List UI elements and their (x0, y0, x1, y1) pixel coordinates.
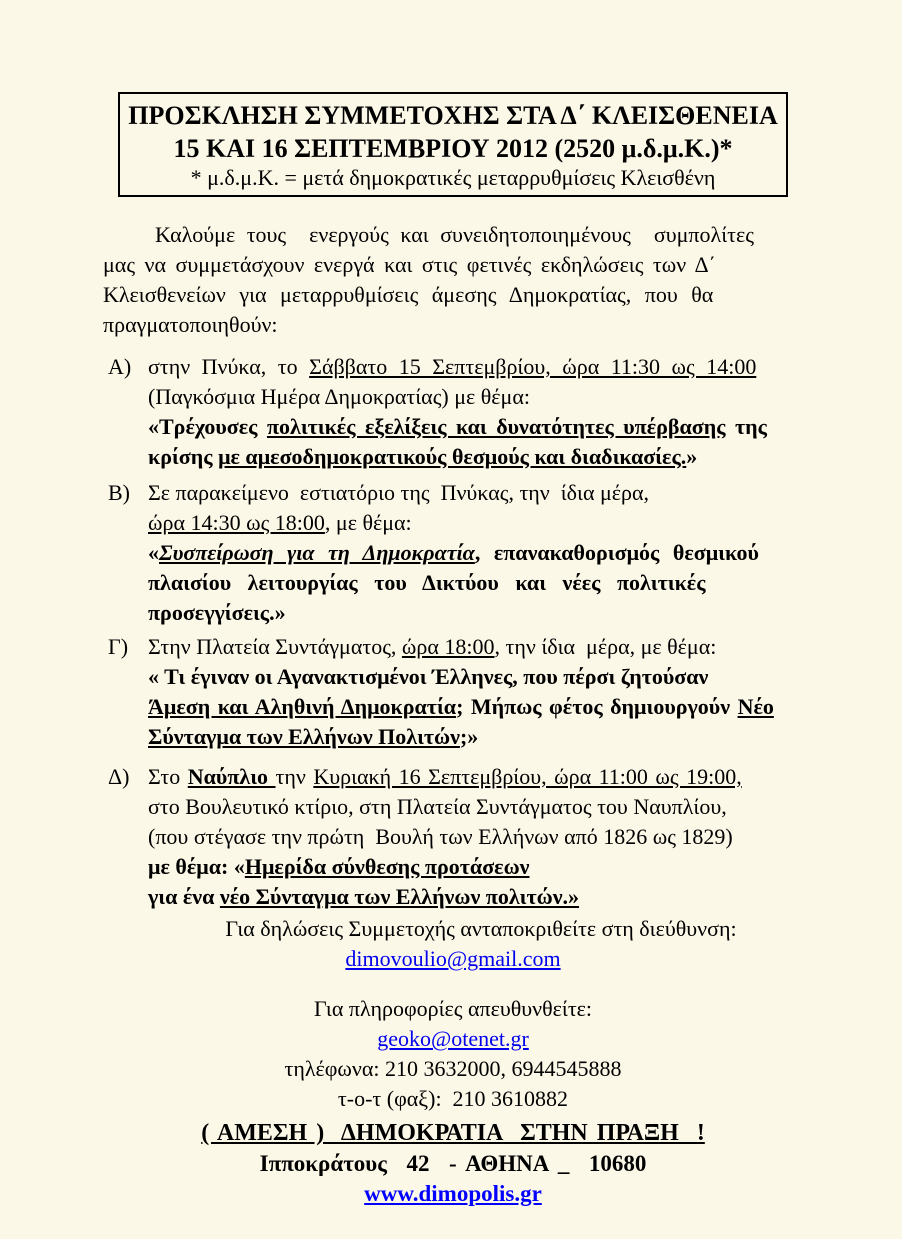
footer-slogan: ( ΑΜΕΣΗ ) ΔΗΜΟΚΡΑΤΙΑ ΣΤΗΝ ΠΡΑΞΗ ! (201, 1120, 705, 1146)
item-a-theme-line-2 (148, 442, 803, 472)
event-item-b (103, 478, 803, 628)
website-link[interactable]: www.dimopolis.gr (364, 1181, 542, 1206)
item-c-theme-line-1: « Τι έγιναν οι Αγανακτισμένοι Έλληνες, που πέρσι ζητούσαν (148, 664, 709, 689)
item-c-line-1 (148, 632, 803, 662)
item-c-label: Γ) (108, 634, 129, 659)
participation-email-line (103, 944, 803, 974)
item-c-theme-line-3 (148, 722, 803, 752)
text-segment: Στην Πλατεία Συντάγματος, (148, 634, 402, 659)
item-d-line-2: στο Βουλευτικό κτίριο, στη Πλατεία Συντάγματος του Ναυπλίου, (148, 794, 727, 819)
item-a-label: Α) (108, 354, 132, 379)
document-title-line-1: ΠΡΟΣΚΛΗΣΗ ΣΥΜΜΕΤΟΧΗΣ ΣΤΑ Δ΄ ΚΛΕΙΣΘΕΝΕΙΑ (128, 101, 778, 130)
participation-email-link[interactable]: dimovoulio@gmail.com (345, 946, 561, 971)
item-d-theme-line-1 (148, 852, 803, 882)
text-segment: με αμεσοδημοκρατικούς θεσμούς και διαδικασίες. (218, 444, 687, 469)
info-contact-block (103, 994, 803, 1114)
item-c-theme-line-2 (148, 692, 803, 722)
intro-line-3: Κλεισθενείων για μεταρρυθμίσεις άμεσης Δημοκρατίας, που θα (103, 282, 714, 307)
item-a-theme-line-1 (148, 412, 803, 442)
text-segment: Νέο (737, 694, 774, 719)
text-segment: για ένα (148, 884, 220, 909)
text-segment: Συσπείρωση για τη Δημοκρατία (159, 540, 475, 565)
participation-lead-text: Για δηλώσεις Συμμετοχής ανταποκριθείτε στη διεύθυνση: (225, 916, 737, 941)
title-footnote: * μ.δ.μ.Κ. = μετά δημοκρατικές μεταρρυθμίσεις Κλεισθένη (190, 165, 716, 190)
text-segment: Ναύπλιο (187, 764, 276, 789)
phone-numbers: τηλέφωνα: 210 3632000, 6944545888 (284, 1056, 622, 1081)
text-segment: , την ίδια μέρα, με θέμα: (494, 634, 717, 659)
intro-paragraph (103, 220, 803, 340)
item-b-line-1: Σε παρακείμενο εστιατόριο της Πνύκας, την ίδια μέρα, (148, 480, 650, 505)
text-segment: ώρα 14:30 ως 18:00 (148, 510, 325, 535)
text-segment: στην Πνύκα, το (148, 354, 310, 379)
text-segment: Ημερίδα σύνθεσης προτάσεων (244, 854, 530, 879)
text-segment: ;» (459, 724, 479, 749)
item-d-label: Δ) (108, 764, 130, 789)
footer-website-line (103, 1179, 803, 1209)
document-title-line-2: 15 ΚΑΙ 16 ΣΕΠΤΕΜΒΡΙΟΥ 2012 (2520 μ.δ.μ.Κ.)* (173, 134, 733, 163)
text-segment: πολιτικές εξελίξεις και δυνατότητες υπέρβασης (266, 414, 726, 439)
text-segment: , με θέμα: (324, 510, 412, 535)
text-segment: « (148, 540, 159, 565)
item-b-theme-line-2: πλαισίου λειτουργίας του Δικτύου και νέες πολιτικές (148, 570, 706, 595)
text-segment: ώρα 18:00 (401, 634, 495, 659)
participation-contact-block (103, 914, 803, 974)
text-segment: Σάββατο 15 Σεπτεμβρίου, ώρα 11:30 ως 14:00 (309, 354, 757, 379)
text-segment: της (725, 414, 767, 439)
event-item-d (103, 762, 803, 912)
info-email-link[interactable]: geoko@otenet.gr (377, 1026, 529, 1051)
info-email-line (103, 1024, 803, 1054)
text-segment: Κυριακή 16 Σεπτεμβρίου, ώρα 11:00 ως 19:00, (313, 764, 742, 789)
item-d-line-3: (που στέγασε την πρώτη Βουλή των Ελλήνων από 1826 ως 1829) (148, 824, 733, 849)
event-item-a (103, 352, 803, 472)
text-segment: «Τρέχουσες (148, 414, 267, 439)
text-segment: ; Μήπως φέτος δημιουργούν (456, 694, 738, 719)
text-segment: Στο (148, 764, 188, 789)
footer-block (103, 1118, 803, 1209)
info-lead-text: Για πληροφορίες απευθυνθείτε: (313, 996, 593, 1021)
text-segment: την (275, 764, 314, 789)
intro-line-4: πραγματοποιηθούν: (103, 312, 278, 337)
document-page (103, 0, 803, 1209)
document-title-box (118, 92, 788, 197)
item-d-theme-line-2 (148, 882, 803, 912)
footer-address: Ιπποκράτους 42 - ΑΘΗΝΑ _ 10680 (259, 1151, 647, 1176)
text-segment: , επανακαθορισμός θεσμικού (474, 540, 759, 565)
item-b-line-2 (148, 508, 803, 538)
item-a-line-2: (Παγκόσμια Ημέρα Δημοκρατίας) με θέμα: (148, 384, 530, 409)
item-b-theme-line-1 (148, 538, 803, 568)
text-segment: κρίσης (148, 444, 219, 469)
item-b-label: Β) (108, 480, 130, 505)
item-a-line-1 (148, 352, 803, 382)
text-segment: Σύνταγμα των Ελλήνων Πολιτών (148, 724, 460, 749)
fax-number: τ-ο-τ (φαξ): 210 3610882 (337, 1086, 569, 1111)
text-segment: Άμεση και Αληθινή Δημοκρατία (148, 694, 457, 719)
item-b-theme-line-3: προσεγγίσεις.» (148, 600, 286, 625)
item-d-line-1 (148, 762, 803, 792)
text-segment: νέο Σύνταγμα των Ελλήνων πολιτών.» (219, 884, 580, 909)
intro-line-2: μας να συμμετάσχουν ενεργά και στις φετινές εκδηλώσεις των Δ΄ (103, 252, 716, 277)
text-segment: με θέμα: « (148, 854, 245, 879)
event-item-c (103, 632, 803, 752)
text-segment: » (686, 444, 698, 469)
intro-line-1: Καλούμε τους ενεργούς και συνειδητοποιημένους συμπολίτες (155, 222, 754, 247)
